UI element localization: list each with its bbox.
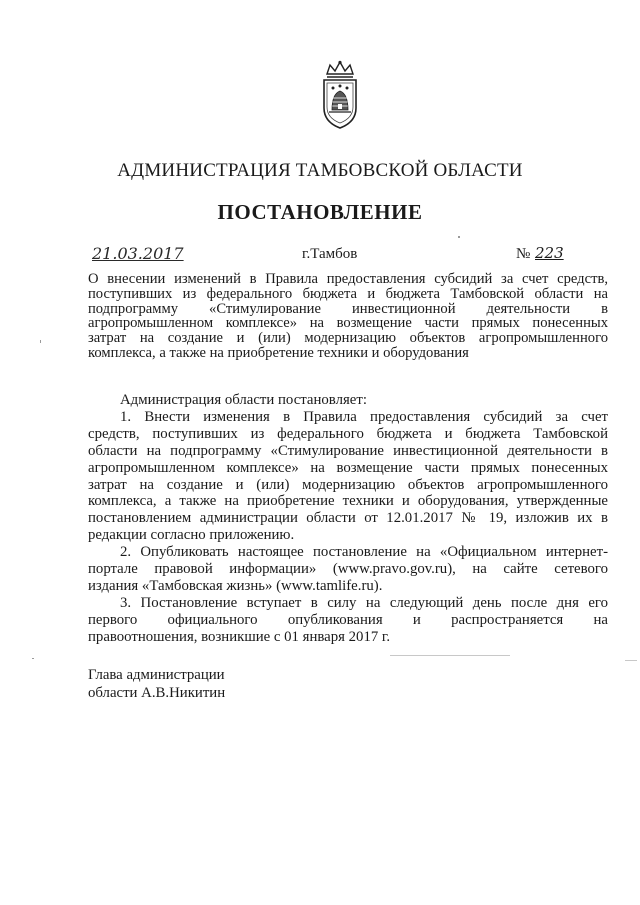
body-line: правоотношения, возникшие с 01 января 2017 г. [88, 628, 391, 645]
document-number-prefix: № [516, 246, 531, 262]
body-line: средств, поступивших из федерального бюджета и бюджета Тамбовской [88, 425, 608, 442]
body-line: области на подпрограмму «Стимулирование инвестиционной деятельности в [88, 442, 608, 459]
scan-line [625, 660, 637, 661]
document-number: 223 [535, 244, 564, 262]
body-line: 3. Постановление вступает в силу на следующий день после дня его [120, 594, 608, 611]
signature-title: Глава администрации [88, 667, 225, 683]
heading-line: комплекса, а также на приобретение техники и оборудования [88, 344, 469, 361]
document-body [88, 392, 608, 646]
body-line: постановлением администрации области от 12.01.2017 № 19, изложив их в [88, 510, 608, 527]
document-heading [88, 272, 608, 361]
body-line: 1. Внести изменения в Правила предоставления субсидий за счет [120, 408, 608, 425]
body-line: комплекса, а также на приобретение техники и оборудования, утвержденные [88, 493, 608, 510]
heading-line: агропромышленном комплексе» на возмещение части прямых понесенных [88, 315, 608, 332]
signature-name: области А.В.Никитин [88, 684, 226, 701]
body-line: редакции согласно приложению. [88, 527, 295, 544]
signature-block [88, 667, 225, 702]
body-line: издания «Тамбовская жизнь» (www.tamlife.ru). [88, 577, 383, 594]
body-line: портале правовой информации» (www.pravo.gov.ru), на сайте сетевого [88, 561, 608, 578]
heading-line: поступивших из федерального бюджета и бюджета Тамбовской области на [88, 285, 608, 302]
scan-line [390, 655, 510, 656]
heading-line: О внесении изменений в Правила предоставления субсидий за счет средств, [88, 271, 608, 287]
document-city: г.Тамбов [302, 246, 358, 262]
scan-speck [32, 658, 34, 659]
organization-name: АДМИНИСТРАЦИЯ ТАМБОВСКОЙ ОБЛАСТИ [117, 160, 523, 181]
document-date: 21.03.2017 [92, 244, 184, 263]
scan-speck [40, 340, 41, 343]
heading-line: подпрограмму «Стимулирование инвестиционной деятельности в [88, 300, 608, 317]
body-line: затрат на создание и (или) модернизацию объектов агропромышленного [88, 476, 608, 493]
tambov-coat-of-arms-icon [318, 60, 362, 130]
body-line: Администрация области постановляет: [120, 392, 367, 408]
body-line: первого официального опубликования и распространяется на [88, 611, 608, 628]
body-line: агропромышленном комплексе» на возмещение части прямых понесенных [88, 459, 608, 476]
document-type-title: ПОСТАНОВЛЕНИЕ [217, 200, 423, 224]
heading-line: затрат на создание и (или) модернизацию объектов агропромышленного [88, 330, 608, 347]
body-line: 2. Опубликовать настоящее постановление на «Официальном интернет- [120, 544, 608, 561]
scan-speck [458, 236, 460, 238]
